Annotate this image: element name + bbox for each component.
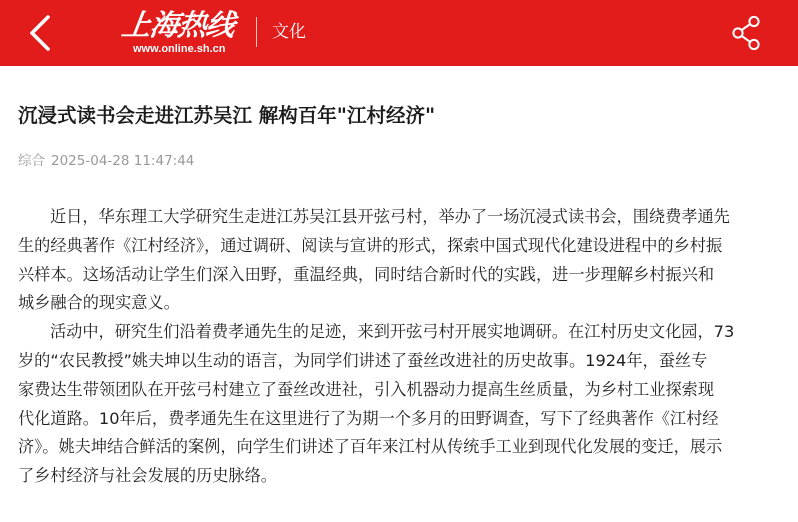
paragraph-line: 济》。姚夫坤结合鲜活的案例，向学生们讲述了百年来江村从传统手工业到现代化发展的变迁，展示 — [18, 437, 723, 457]
article-category: 综合 — [18, 153, 45, 169]
article-body — [18, 203, 778, 491]
paragraph-line: 家费达生带领团队在开弦弓村建立了蚕丝改进社，引入机器动力提高生丝质量，为乡村工业探索现 — [18, 379, 715, 399]
header-divider — [256, 17, 257, 47]
paragraph-line: 岁的“农民教授”姚夫坤以生动的语言，为同学们讲述了蚕丝改进社的历史故事。1924年，蚕丝专 — [18, 350, 708, 370]
paragraph-line: 兴样本。这场活动让学生们深入田野，重温经典，同时结合新时代的实践，进一步理解乡村振兴和 — [18, 264, 715, 284]
paragraph-line: 城乡融合的现实意义。 — [18, 293, 180, 313]
paragraph-line: 近日，华东理工大学研究生走进江苏吴江县开弦弓村，举办了一场沉浸式读书会，围绕费孝通先 — [50, 207, 730, 226]
channel-label[interactable]: 文化 — [272, 22, 306, 42]
chevron-left-icon — [24, 11, 60, 55]
logo-text: 上海热线 — [119, 8, 237, 42]
share-button[interactable] — [730, 15, 764, 51]
top-bar — [0, 0, 798, 66]
article-meta — [18, 150, 194, 172]
paragraph-line: 代化道路。10年后，费孝通先生在这里进行了为期一个多月的田野调查，写下了经典著作《江村经 — [18, 408, 719, 428]
site-logo[interactable] — [119, 8, 244, 57]
article-paragraph — [18, 318, 778, 491]
paragraph-line: 活动中，研究生们沿着费孝通先生的足迹，来到开弦弓村开展实地调研。在江村历史文化园，73 — [50, 322, 735, 342]
share-icon — [730, 15, 764, 51]
back-button[interactable] — [24, 11, 60, 55]
logo-url: www.online.sh.cn — [133, 43, 226, 55]
article-datetime: 2025-04-28 11:47:44 — [51, 153, 195, 169]
article-title: 沉浸式读书会走进江苏吴江 解构百年"江村经济" — [18, 104, 436, 127]
paragraph-line: 生的经典著作《江村经济》，通过调研、阅读与宣讲的形式，探索中国式现代化建设进程中的乡村振 — [18, 235, 723, 255]
article-paragraph — [18, 203, 778, 318]
paragraph-line: 了乡村经济与社会发展的历史脉络。 — [18, 466, 277, 486]
